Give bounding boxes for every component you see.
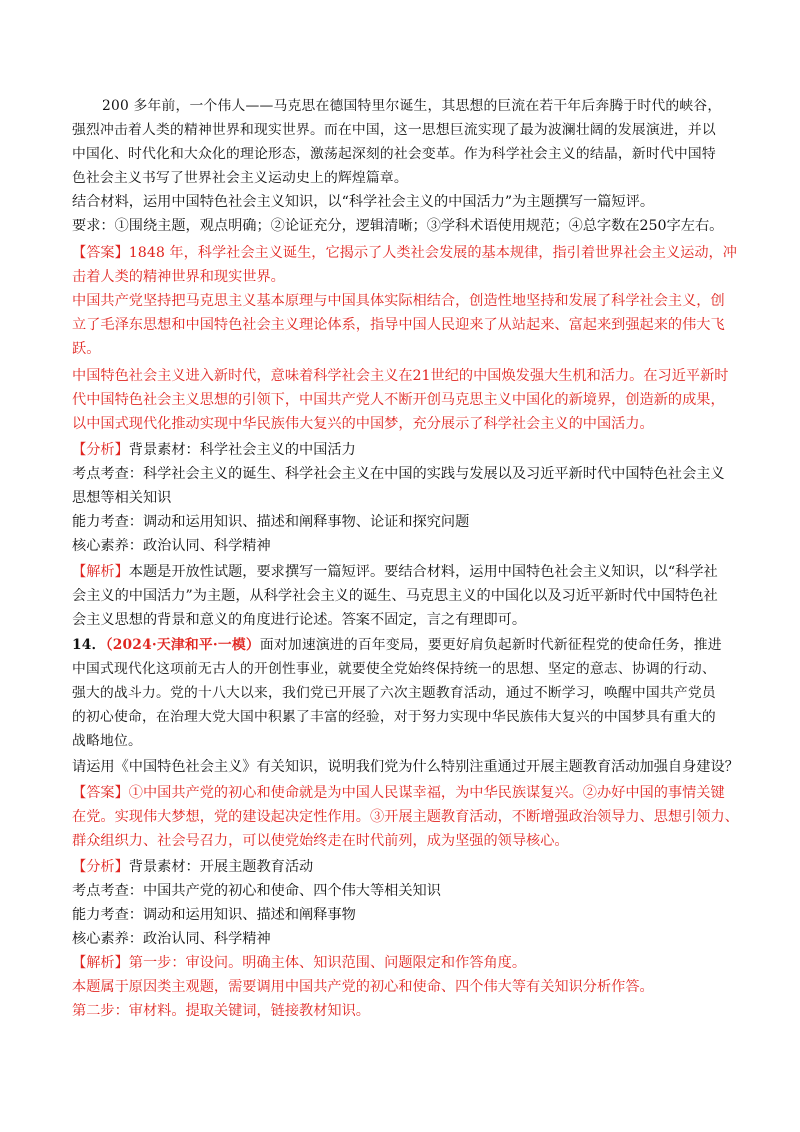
q13-ability: 能力考查：调动和运用知识、描述和阐释事物、论证和探究问题 bbox=[72, 514, 470, 530]
q13-kaodian-line-1: 考点考查：科学社会主义的诞生、科学社会主义在中国的实践与发展以及习近平新时代中国特色社会主义 bbox=[72, 466, 725, 482]
analysis-tag: 【分析】 bbox=[72, 442, 129, 458]
q13-explain-line-3: 会主义思想的背景和意义的角度进行论述。答案不固定，言之有理即可。 bbox=[72, 612, 527, 628]
analysis-text: 背景素材：科学社会主义的中国活力 bbox=[128, 442, 356, 458]
q13-material-line-2: 强烈冲击着人类的精神世界和现实世界。而在中国，这一思想巨流实现了最为波澜壮阔的发展演进，并以 bbox=[72, 122, 716, 138]
q14-material-line-2: 中国式现代化这项前无古人的开创性事业，就要使全党始终保持统一的思想、坚定的意志、协调的行动、 bbox=[72, 661, 716, 677]
answer-text: 1848 年，科学社会主义诞生，它揭示了人类社会发展的基本规律，指引着世界社会主义运动，冲 bbox=[128, 245, 737, 261]
q13-material-line-1: 200 多年前，一个伟人——马克思在德国特里尔诞生，其思想的巨流在若干年后奔腾于时代的峡谷， bbox=[102, 98, 722, 114]
q13-kaodian-line-2: 思想等相关知识 bbox=[72, 490, 172, 506]
q13-answer-line-6: 中国特色社会主义进入新时代，意味着科学社会主义在21世纪的中国焕发强大生机和活力。在习近平新时 bbox=[72, 368, 729, 384]
explain-text: 第一步：审设问。明确主体、知识范围、问题限定和作答角度。 bbox=[128, 955, 527, 971]
q13-analysis-line bbox=[72, 439, 732, 461]
q14-material-line-4: 的初心使命，在治理大党大国中积累了丰富的经验，对于努力实现中华民族伟大复兴的中国梦具有重大的 bbox=[72, 709, 716, 725]
answer-tag: 【答案】 bbox=[72, 245, 129, 261]
q13-answer-line-5: 跃。 bbox=[72, 341, 101, 357]
explain-tag: 【解析】 bbox=[72, 955, 129, 971]
q14-material-line-3: 强大的战斗力。党的十八大以来，我们党已开展了六次主题教育活动，通过不断学习，唤醒中国共产党员 bbox=[72, 685, 716, 701]
explain-tag: 【解析】 bbox=[72, 564, 129, 580]
q13-material-line-4: 色社会主义书写了世界社会主义运动史上的辉煌篇章。 bbox=[72, 170, 408, 186]
question-source: （2024·天津和平·一模） bbox=[105, 637, 260, 653]
q14-answer-line-1 bbox=[72, 782, 732, 804]
q13-answer-line-2: 击着人类的精神世界和现实世界。 bbox=[72, 269, 285, 285]
q14-explain-line-3: 第二步：审材料。提取关键词，链接教材知识。 bbox=[72, 1003, 370, 1019]
question-number: 14． bbox=[72, 637, 106, 653]
answer-tag: 【答案】 bbox=[72, 785, 129, 801]
q14-ability: 能力考查：调动和运用知识、描述和阐释事物 bbox=[72, 907, 356, 923]
q14-explain-line-2: 本题属于原因类主观题，需要调用中国共产党的初心和使命、四个伟大等有关知识分析作答。 bbox=[72, 979, 654, 995]
q13-answer-line-3: 中国共产党坚持把马克思主义基本原理与中国具体实际相结合，创造性地坚持和发展了科学社会主义，创 bbox=[72, 293, 725, 309]
q14-material-start: 面对加速演进的百年变局，要更好肩负起新时代新征程党的使命任务，推进 bbox=[259, 637, 722, 653]
q13-material-line-3: 中国化、时代化和大众化的理论形态，激荡起深刻的社会变革。作为科学社会主义的结晶，新时代中国特 bbox=[72, 146, 716, 162]
q13-answer-line-4: 立了毛泽东思想和中国特色社会主义理论体系，指导中国人民迎来了从站起来、富起来到强起来的伟大飞 bbox=[72, 317, 725, 333]
q14-answer-line-2: 在党。实现伟大梦想，党的建设起决定性作用。③开展主题教育活动，不断增强政治领导力、思想引领力、 bbox=[72, 809, 739, 825]
q13-literacy: 核心素养：政治认同、科学精神 bbox=[72, 538, 271, 554]
q13-answer-line-8: 以中国式现代化推动实现中华民族伟大复兴的中国梦，充分展示了科学社会主义的中国活力。 bbox=[72, 416, 654, 432]
q14-prompt: 请运用《中国特色社会主义》有关知识，说明我们党为什么特别注重通过开展主题教育活动加强自身建设？ bbox=[72, 759, 739, 775]
q13-explain-line-1 bbox=[72, 561, 732, 583]
q14-kaodian: 考点考查：中国共产党的初心和使命、四个伟大等相关知识 bbox=[72, 883, 441, 899]
q14-header-line bbox=[72, 634, 732, 656]
q13-answer-line-7: 代中国特色社会主义思想的引领下，中国共产党人不断开创马克思主义中国化的新境界，创造新的成果， bbox=[72, 392, 725, 408]
answer-text: ①中国共产党的初心和使命就是为中国人民谋幸福，为中华民族谋复兴。②办好中国的事情关键 bbox=[128, 785, 725, 801]
q13-answer-line-1 bbox=[72, 242, 737, 264]
q14-literacy: 核心素养：政治认同、科学精神 bbox=[72, 931, 271, 947]
explain-text: 本题是开放性试题，要求撰写一篇短评。要结合材料，运用中国特色社会主义知识，以“科学社 bbox=[128, 564, 718, 580]
q14-answer-line-3: 群众组织力、社会号召力，可以使党始终走在时代前列，成为坚强的领导核心。 bbox=[72, 833, 569, 849]
q13-explain-line-2: 会主义的中国活力”为主题，从科学社会主义的诞生、马克思主义的中国化以及习近平新时代中国特色社 bbox=[72, 588, 718, 604]
analysis-tag: 【分析】 bbox=[72, 859, 129, 875]
q14-analysis-line bbox=[72, 856, 732, 878]
q14-material-line-5: 战略地位。 bbox=[72, 733, 142, 749]
analysis-text: 背景素材：开展主题教育活动 bbox=[128, 859, 314, 875]
q14-explain-line-1 bbox=[72, 952, 732, 974]
q13-prompt: 结合材料，运用中国特色社会主义知识，以“科学社会主义的中国活力”为主题撰写一篇短评。 bbox=[72, 194, 655, 210]
q13-requirements: 要求：①围绕主题，观点明确；②论证充分，逻辑清晰；③学科术语使用规范；④总字数在250字左右。 bbox=[72, 218, 724, 234]
